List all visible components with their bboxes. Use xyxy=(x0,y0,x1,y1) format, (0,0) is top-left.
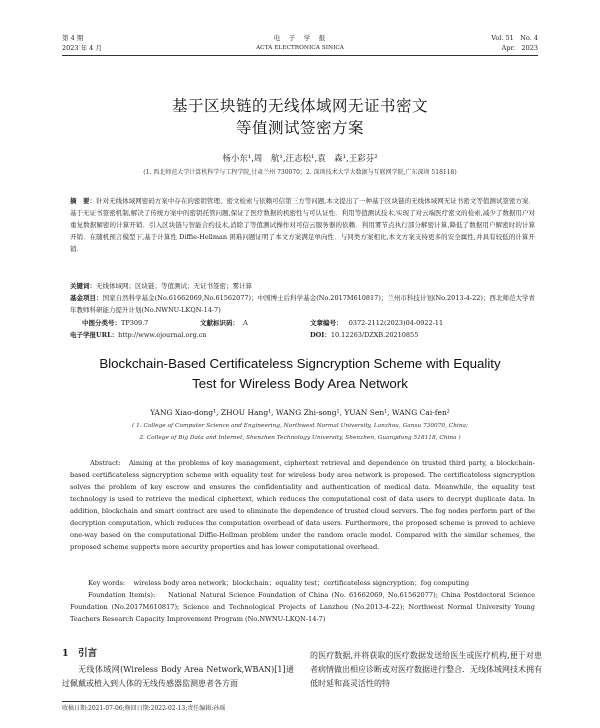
header-volume: Vol. 51 No. 4 xyxy=(491,34,538,42)
cn-fund-label: 基金项目： xyxy=(70,294,103,302)
header-journal-cn: 电 子 学 报 xyxy=(273,34,327,42)
cn-authors: 杨小东¹,周 航¹,汪志松¹,袁 森¹,王彩芬² xyxy=(222,154,378,164)
en-abstract-text: Aiming at the problems of key management, ciphertext retrieval and dependence on trusted third party, a blockchain-based certificateless signcryption scheme with equality test for wireless body area network is proposed. The certificateless signcryption solves the problem of key escrow and ensures the confidentiality and authentication of medical data. Meanwhile, the equality test technology is used to retrieve the medical ciphertext, which reduces the computational cost of data users to decrypt duplicate data. In addition, blockchain and smart contract are used to eliminate the dependence of trusted cloud servers. The fog nodes perform part of the decryption computation, which reduces the computation overhead of data users. Furthermore, the proposed scheme is proved to achieve one-way based on the computational Diffie-Hellman problem under the random oracle model. Compared with the similar schemes, the proposed scheme supports more security properties and has lower computational overhead. xyxy=(70,459,536,551)
en-affiliation-2: 2. College of Big Data and Internet, Shenzhen Technology University, Shenzhen, Guangdong 518118, China ) xyxy=(139,435,461,441)
cn-title-line1: 基于区块链的无线体域网无证书密文 xyxy=(171,97,428,115)
header-date-en: Apr. 2023 xyxy=(501,44,538,52)
cn-clc-label: 中图分类号： xyxy=(82,319,121,327)
cn-keywords-label: 关键词： xyxy=(70,282,96,290)
header-journal-en: ACTA ELECTRONICA SINICA xyxy=(255,45,344,51)
header-issue-cn: 第 4 期 xyxy=(62,34,84,42)
cn-doi-value[interactable]: 10.12263/DZXB.20210855 xyxy=(330,331,419,339)
cn-url-label: 电子学报URL： xyxy=(70,331,119,339)
en-abstract-label: Abstract: xyxy=(90,459,121,467)
footnote-rule xyxy=(62,701,192,702)
en-title-line1: Blockchain-Based Certificateless Signcryption Scheme with Equality xyxy=(99,356,501,371)
en-authors: YANG Xiao-dong¹, ZHOU Hang¹, WANG Zhi-song¹, YUAN Sen¹, WANG Cai-fen² xyxy=(150,408,450,417)
cn-fund xyxy=(70,292,535,316)
cn-clc xyxy=(82,317,148,329)
en-fund-text: National Natural Science Foundation of China (No. 61662069, No.61562077); China Postdoctoral Science Foundation (No.2017M610817); Science and Technological Projects of Lanzhou (No.2013-4-22); Northwest Normal University Young Teachers Research Capacity Improvement Program (No.NWNU-LKQN-14-7) xyxy=(70,591,536,623)
footnote-dates: 收稿日期:2021-07-06;修回日期:2022-02-13;责任编辑:孙瑶 xyxy=(62,705,226,712)
cn-doccode xyxy=(200,317,248,329)
cn-affiliations: (1. 西北师范大学计算机科学与工程学院,甘肃兰州 730070；2. 深圳技术大学大数据与互联网学院,广东深圳 518118) xyxy=(143,169,457,176)
intro-right-column: 的医疗数据,并将获取的医疗数据发送给医生或医疗机构,便于对患者病情做出相应诊断或对医疗数据进行整合．无线体域网技术拥有低时延和高灵活性的特 xyxy=(310,651,542,689)
intro-left-column: 无线体域网(Wireless Body Area Network,WBAN)[1]通过佩戴或植入到人体的无线传感器监测患者各方面 xyxy=(62,665,294,689)
cn-clc-value: TP309.7 xyxy=(121,319,149,327)
en-keywords-label: Key words: xyxy=(88,579,126,587)
cn-abstract-text: 针对无线体域网密码方案中存在的密钥管理、密文检索与依赖可信第三方等问题,本文提出了一种基于区块链的无线体域网无证书密文等值测试签密方案．基于无证书签密机制,解决了传统方案中的密钥托管问题,保证了医疗数据的机密性与可认证性．利用等值测试技术,实现了对云端医疗密文的检索,减少了数据用户对重复数据解密的计算开销．引入区块链与智能合约技术,消除了等值测试操作对可信云服务器的依赖．利用雾节点执行部分解密计算,降低了数据用户解密时的计算开销．在随机预言模型下,基于计算性 Diffie-Hellman 困难问题证明了本文方案满足单向性．与同类方案相比,本文方案支持更多的安全属性,并具有较低的计算开销． xyxy=(70,197,536,253)
en-title-line2: Test for Wireless Body Area Network xyxy=(192,376,408,391)
en-fund-label: Foundation Item(s): xyxy=(88,591,156,599)
en-keywords-text: wireless body area network；blockchain；equality test；certificateless signcryption；fog computing xyxy=(133,579,470,587)
cn-url xyxy=(70,329,207,341)
cn-doccode-label: 文献标识码： xyxy=(200,319,239,327)
cn-fund-text: 国家自然科学基金(No.61662069,No.61562077)；中国博士后科学基金(No.2017M610817)；兰州市科技计划(No.2013-4-22)；西北师范大学青年教师科研能力提升计划(No.NWNU-LKQN-14-7) xyxy=(70,294,536,314)
cn-keywords xyxy=(70,280,535,292)
cn-title-line2: 等值测试签密方案 xyxy=(235,119,364,137)
cn-keywords-text: 无线体域网；区块链；等值测试；无证书签密；雾计算 xyxy=(96,282,252,290)
cn-url-value[interactable]: http://www.ejournal.org.cn xyxy=(118,331,207,339)
cn-abstract-label: 摘 要： xyxy=(70,197,97,205)
cn-doccode-value: A xyxy=(243,319,248,327)
cn-articleno-label: 文章编号： xyxy=(310,319,343,327)
en-keywords xyxy=(88,577,535,589)
cn-doi xyxy=(310,329,418,341)
en-abstract xyxy=(70,457,535,553)
en-fund xyxy=(70,589,535,625)
cn-articleno xyxy=(310,317,443,329)
header-rule xyxy=(62,55,538,56)
cn-articleno-value: 0372-2112(2023)04-0922-11 xyxy=(348,319,444,327)
header-date-cn: 2023 年 4 月 xyxy=(62,44,102,52)
cn-abstract xyxy=(70,195,535,255)
en-affiliation-1: ( 1. College of Computer Science and Engineering, Northwest Normal University, Lanzhou, Gansu 730070, China; xyxy=(132,423,468,429)
section-heading-intro: 1 引言 xyxy=(62,648,98,659)
cn-doi-label: DOI： xyxy=(310,331,331,339)
